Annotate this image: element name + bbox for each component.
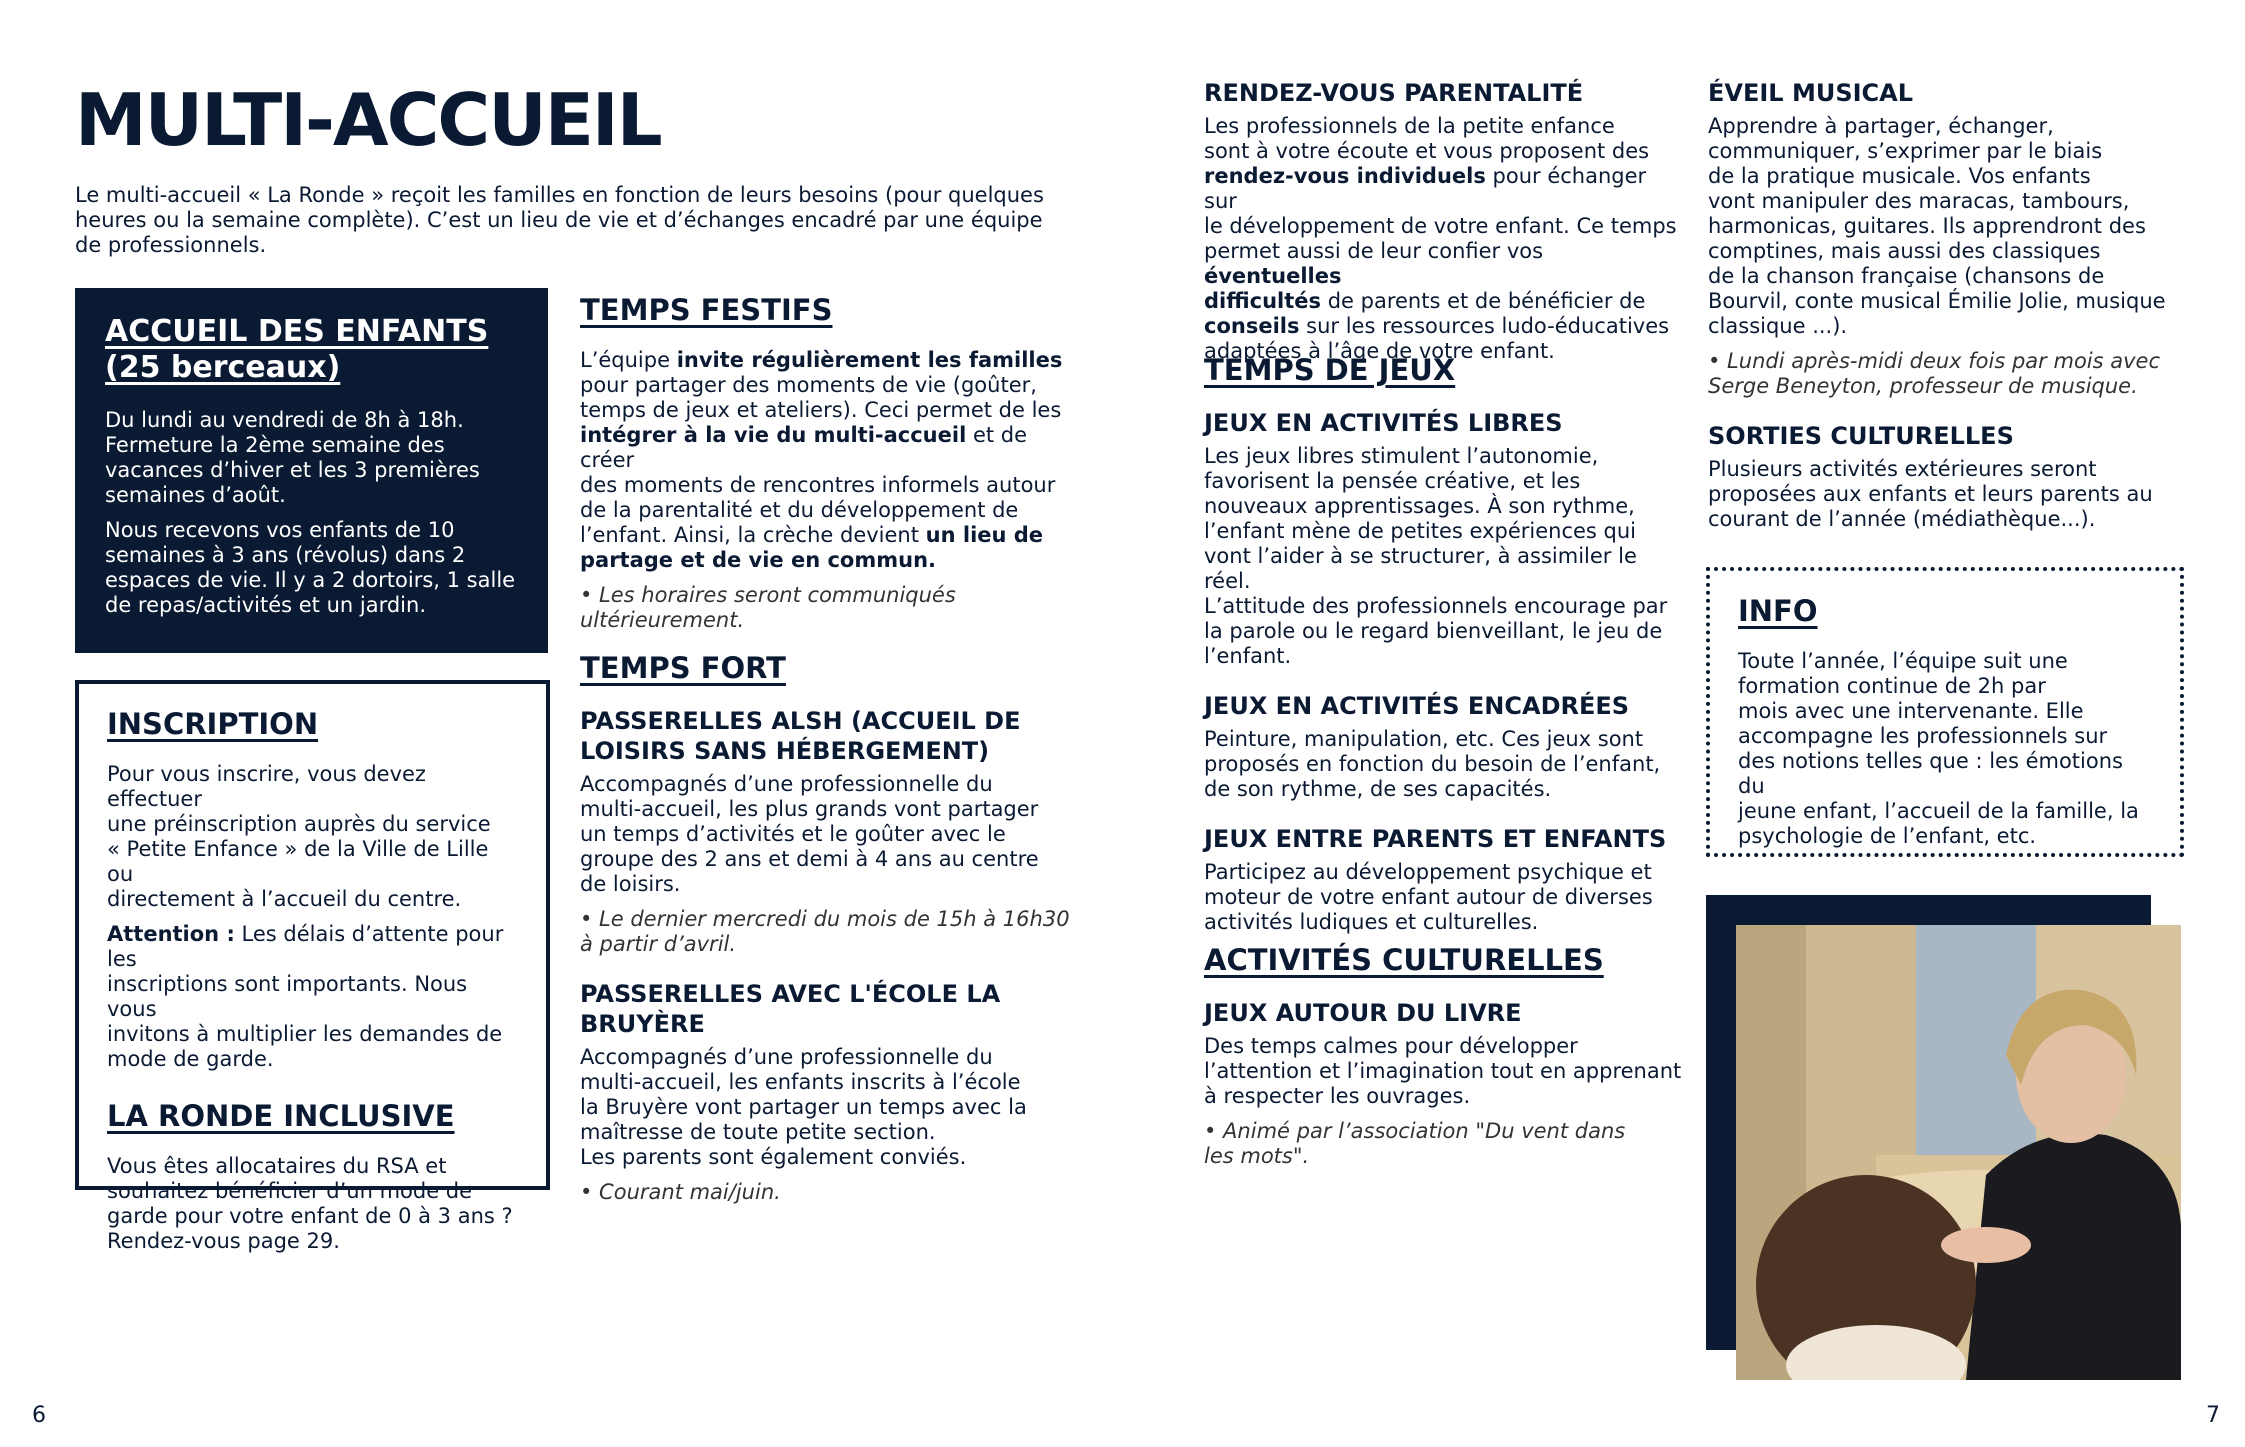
eveil-musical-section: ÉVEIL MUSICAL Apprendre à partager, échanger, communiquer, s’exprimer par le biais de la pratique musicale. Vos enfants vont manipuler des maracas, tambours, harmonicas, guitares. Ils apprendront des comptines, mais aussi des classiques de la chanson française (chansons de Bourvil, conte musical Émilie Jolie, musique classique ...). • Lundi après-midi deux fois par mois avec Serge Beneyton, professeur de musique. SORTIES CULTURELLES Plusieurs activités extérieures seront proposées aux enfants et leurs parents au courant de l’année (médiathèque...). [1708,78,2188,532]
temps-de-jeux-section: TEMPS DE JEUX JEUX EN ACTIVITÉS LIBRES Les jeux libres stimulent l’autonomie, favorisent la pensée créative, et les nouveaux apprentissages. À son rythme, l’enfant mène de petites expériences qui vont l’aider à se structurer, à assimiler le réel. L’attitude des professionnels encourage par la parole ou le regard bienveillant, le jeu de l’enfant. JEUX EN ACTIVITÉS ENCADRÉES Peinture, manipulation, etc. Ces jeux sont proposés en fonction du besoin de l’enfant, de son rythme, de ses capacités. JEUX ENTRE PARENTS ET ENFANTS Participez au développement psychique et moteur de votre enfant autour de diverses activités ludiques et culturelles. [1204,352,1684,935]
inclusive-title: LA RONDE INCLUSIVE [107,1099,455,1133]
info-box: INFO Toute l’année, l’équipe suit une formation continue de 2h par mois avec une intervenante. Elle accompagne les professionnels sur des notions telles que : les émotions du jeune enfant, l’accueil de la famille, la psychologie de l’enfant, etc. [1706,567,2184,857]
inscription-text: Pour vous inscrire, vous devez effectuer une préinscription auprès du service « Petite Enfance » de la Ville de Lille ou directement à l’accueil du centre. [107,762,491,911]
jeux-parents-heading: JEUX ENTRE PARENTS ET ENFANTS [1204,825,1667,853]
eveil-note: • Lundi après-midi deux fois par mois avec Serge Beneyton, professeur de musique. [1708,349,2161,398]
activites-culturelles-title: ACTIVITÉS CULTURELLES [1204,943,1604,977]
passerelles-alsh-heading: PASSERELLES ALSH (ACCUEIL DE LOISIRS SANS HÉBERGEMENT) [580,707,1021,765]
sorties-title: SORTIES CULTURELLES [1708,422,2014,450]
accueil-hours: Du lundi au vendredi de 8h à 18h. Fermeture la 2ème semaine des vacances d’hiver et les 3 premières semaines d’août. [105,408,480,507]
attention-text: Attention : Les délais d’attente pour les inscriptions sont importants. Nous vous invitons à multiplier les demandes de mode de garde. [107,922,504,1071]
inscription-title: INSCRIPTION [107,707,319,741]
accueil-title: ACCUEIL DES ENFANTS (25 berceaux) [105,314,489,385]
inscription-box [75,680,550,1253]
inclusive-text: Vous êtes allocataires du RSA et souhaitez bénéficier d’un mode de garde pour votre enfant de 0 à 3 ans ? Rendez-vous page 29. [107,1154,513,1253]
page-number-left: 6 [32,1403,46,1428]
ecole-note: • Courant mai/juin. [580,1180,781,1204]
page-title: MULTI-ACCUEIL [75,78,661,162]
rdv-section: RENDEZ-VOUS PARENTALITÉ Les professionnels de la petite enfance sont à votre écoute et vous proposent des rendez-vous individuels pour échanger sur le développement de votre enfant. Ce temps permet aussi de leur confier vos éventuelles difficultés de parents et de bénéficier de conseils sur les ressources ludo-éducatives adaptées à l’âge de votre enfant. [1204,78,1684,364]
photo-educator-with-child [1736,925,2181,1380]
photo-illustration [1736,925,2181,1380]
jeux-libres-heading: JEUX EN ACTIVITÉS LIBRES [1204,409,1563,437]
activites-culturelles-section: ACTIVITÉS CULTURELLES JEUX AUTOUR DU LIVRE Des temps calmes pour développer l’attention et l’imagination tout en apprenant à respecter les ouvrages. • Animé par l’association "Du vent dans les mots". [1204,942,1684,1169]
temps-de-jeux-title: TEMPS DE JEUX [1204,353,1456,387]
temps-fort-section: TEMPS FORT PASSERELLES ALSH (ACCUEIL DE LOISIRS SANS HÉBERGEMENT) Accompagnés d’une professionnelle du multi-accueil, les plus grands vont partager un temps d’activités et le goûter avec le groupe des 2 ans et demi à 4 ans au centre de loisirs. • Le dernier mercredi du mois de 15h à 16h30 à partir d’avril. PASSERELLES AVEC L'ÉCOLE LA BRUYÈRE Accompagnés d’une professionnelle du multi-accueil, les enfants inscrits à l’école la Bruyère vont partager un temps avec la maîtresse de toute petite section. Les parents sont également conviés. • Courant mai/juin. [580,650,1080,1205]
festifs-note: • Les horaires seront communiqués ultérieurement. [580,583,956,632]
accueil-box [75,288,548,653]
temps-fort-title: TEMPS FORT [580,651,786,685]
page-number-right: 7 [2206,1403,2220,1428]
accueil-capacity: Nous recevons vos enfants de 10 semaines à 3 ans (révolus) dans 2 espaces de vie. Il y a 2 dortoirs, 1 salle de repas/activités et un jardin. [105,518,516,617]
intro-paragraph: Le multi-accueil « La Ronde » reçoit les familles en fonction de leurs besoins (pour quelques heures ou la semaine complète). C’est un lieu de vie et d’échanges encadré par une équipe de professionnels. [75,183,1044,257]
rdv-title: RENDEZ-VOUS PARENTALITÉ [1204,79,1584,107]
temps-festifs-title: TEMPS FESTIFS [580,293,833,327]
jeux-livre-heading: JEUX AUTOUR DU LIVRE [1204,999,1522,1027]
eveil-musical-title: ÉVEIL MUSICAL [1708,79,1914,107]
passerelles-ecole-heading: PASSERELLES AVEC L'ÉCOLE LA BRUYÈRE [580,980,1001,1038]
info-title: INFO [1738,594,1818,628]
alsh-note: • Le dernier mercredi du mois de 15h à 16h30 à partir d’avril. [580,907,1070,956]
jeux-encadrees-heading: JEUX EN ACTIVITÉS ENCADRÉES [1204,692,1630,720]
livre-note: • Animé par l’association "Du vent dans les mots". [1204,1119,1626,1168]
temps-festifs-section: TEMPS FESTIFS L’équipe invite régulièrement les familles pour partager des moments de vie (goûter, temps de jeux et ateliers). Ceci permet de les intégrer à la vie du multi-accueil et de créer des moments de rencontres informels autour de la parentalité et du développement de l’enfant. Ainsi, la crèche devient un lieu de partage et de vie en commun. • Les horaires seront communiqués ultérieurement. [580,292,1080,633]
